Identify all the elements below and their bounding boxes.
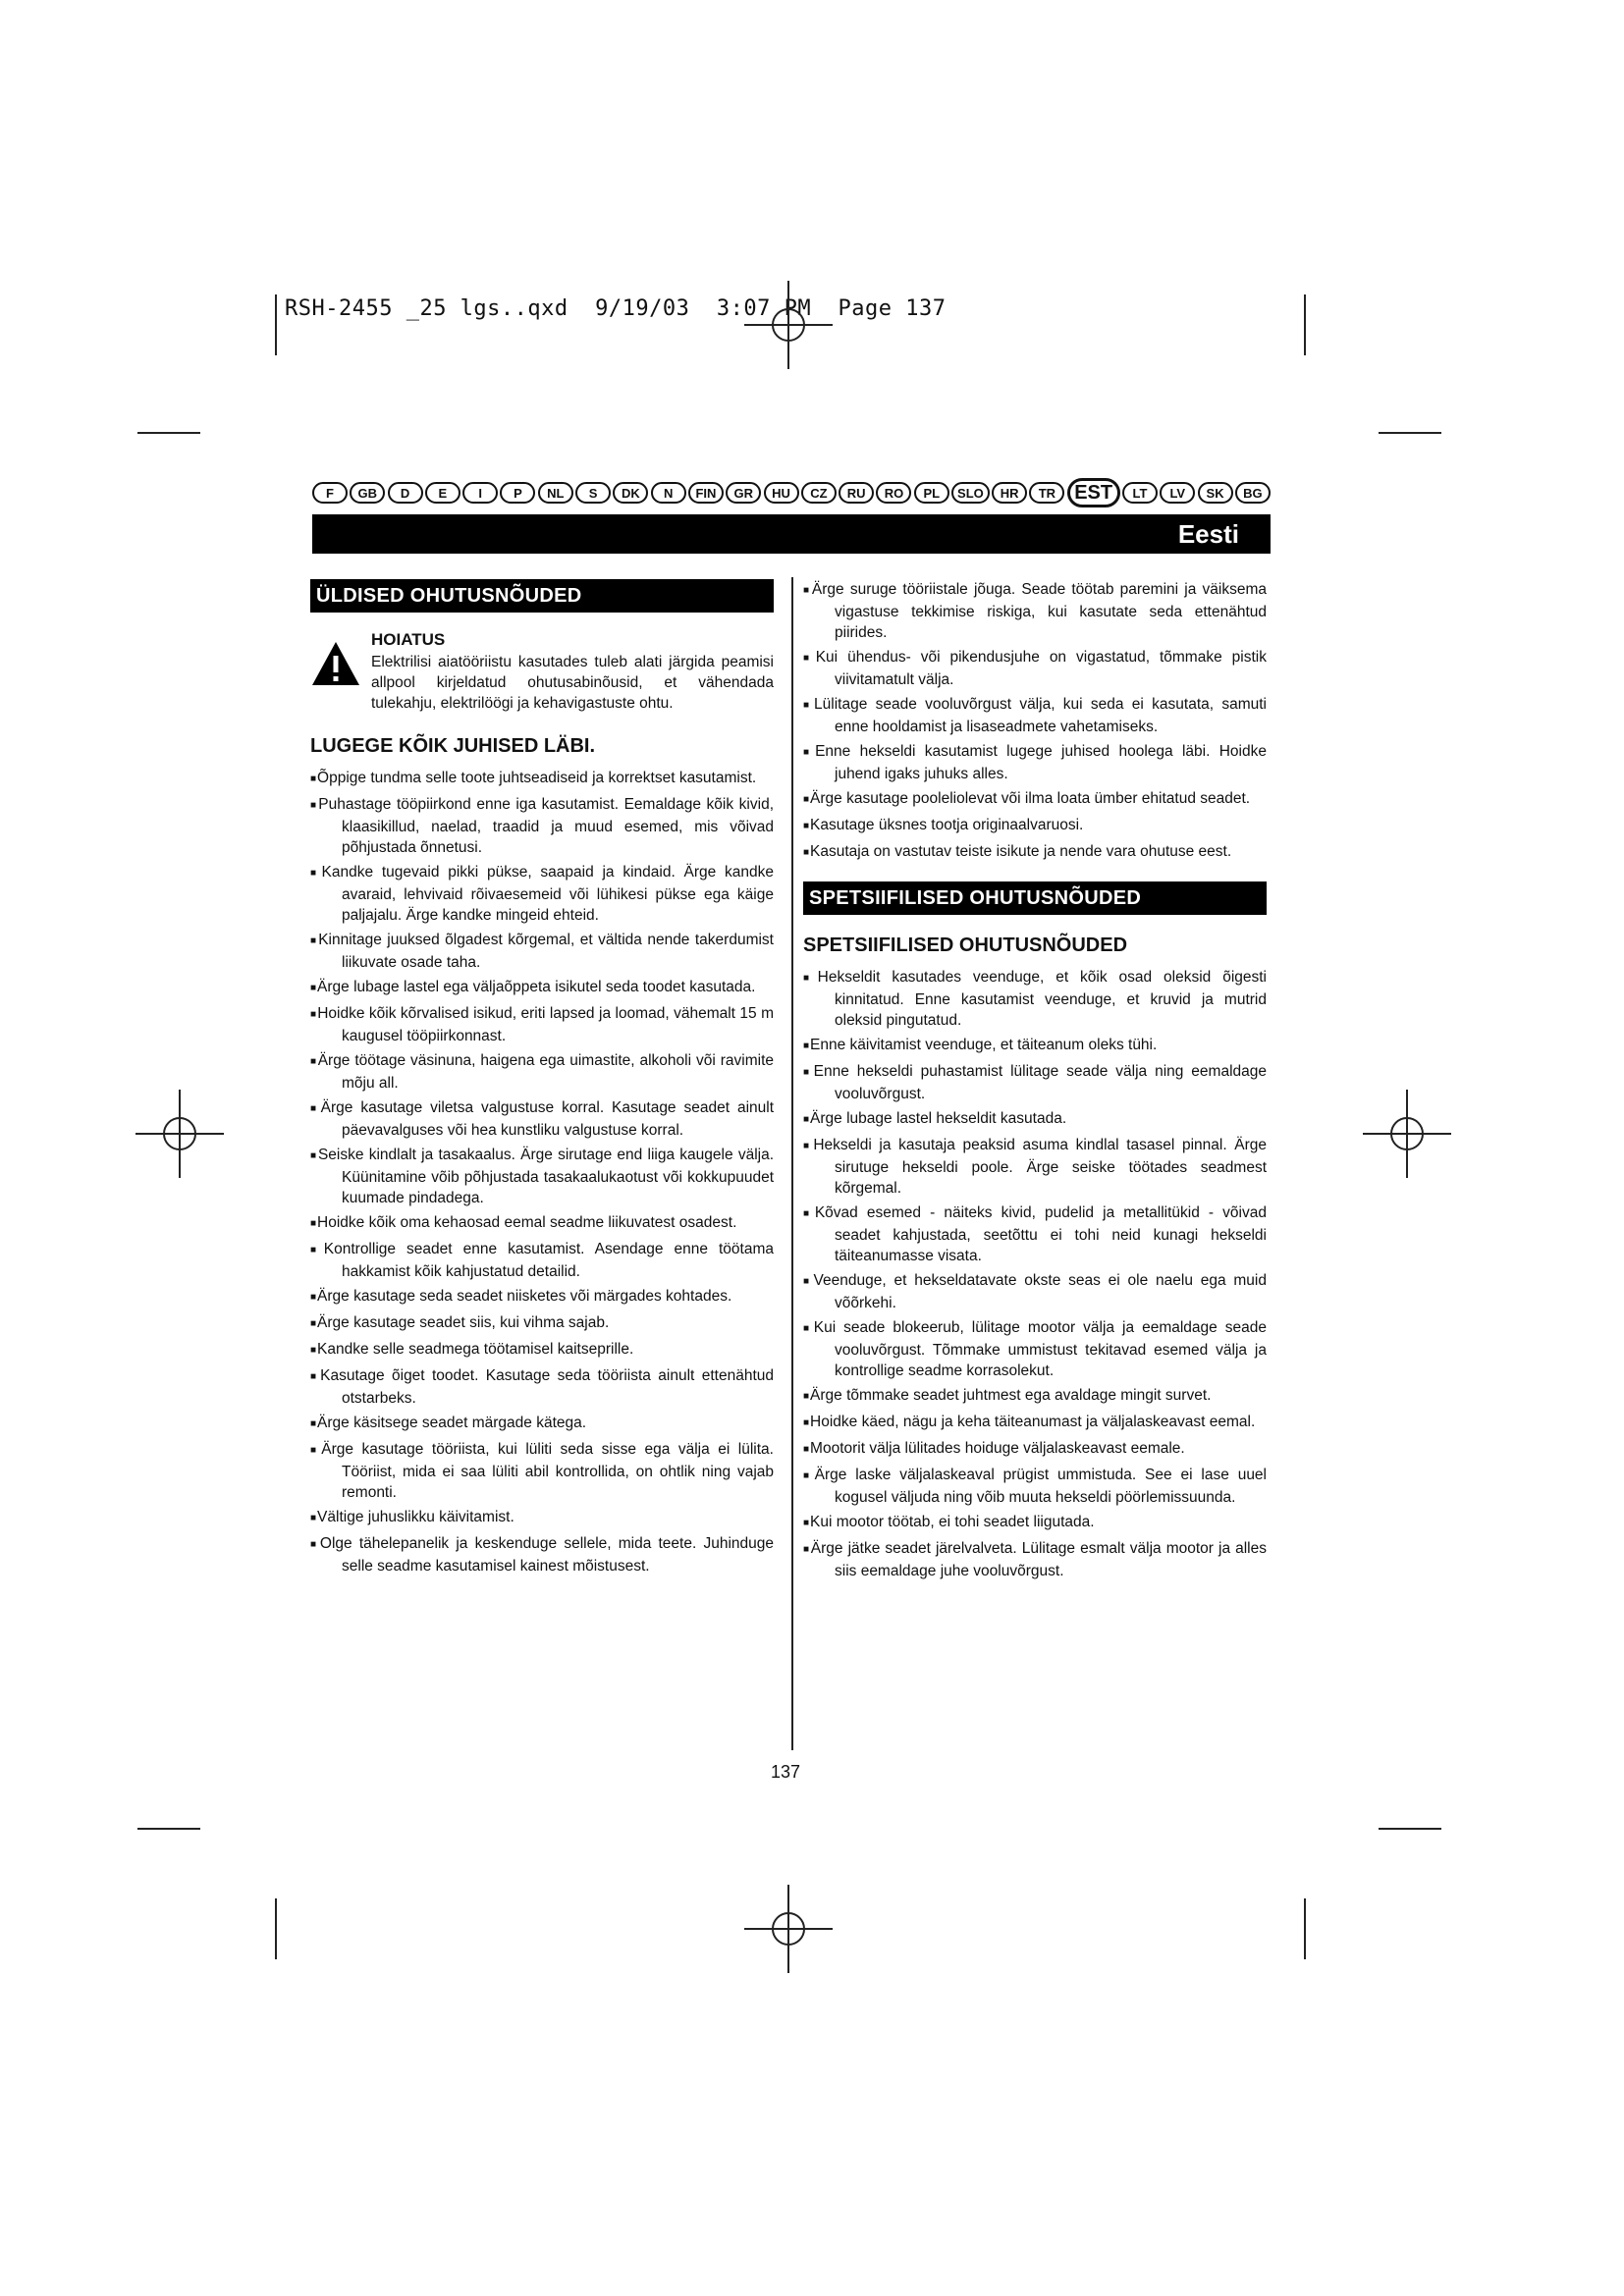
registration-crosshair-icon: [744, 281, 833, 369]
language-tab-tr: TR: [1029, 482, 1064, 504]
list-item: ■ Veenduge, et hekseldatavate okste seas ei ole naelu ega muid võõrkehi.: [803, 1270, 1267, 1313]
list-item: ■ Hekseldi ja kasutaja peaksid asuma kindlal tasasel pinnal. Ärge sirutuge hekseldi poole. Ärge seiske töötades seadmest kõrgemal.: [803, 1135, 1267, 1199]
language-tab-e: E: [425, 482, 460, 504]
warning-box: [310, 630, 774, 714]
general-safety-list: [310, 768, 774, 1576]
list-item: ■ Puhastage tööpiirkond enne iga kasutamist. Eemaldage kõik kivid, klaasikillud, naelad, traadid ja muud esemed, mis võivad põhjustada õnnetusi.: [310, 794, 774, 858]
language-tab-slo: SLO: [951, 482, 990, 504]
warning-title: HOIATUS: [371, 630, 446, 649]
list-item: ■ Kui mootor töötab, ei tohi seadet liigutada.: [803, 1512, 1267, 1534]
crop-mark: [1304, 1898, 1306, 1959]
list-item: ■ Ärge lubage lastel hekseldit kasutada.: [803, 1108, 1267, 1131]
registration-crosshair-icon: [135, 1090, 224, 1178]
page-title: Eesti: [312, 514, 1271, 554]
section-title-specific-safety: SPETSIIFILISED OHUTUSNÕUDED: [803, 881, 1267, 915]
list-item: ■ Mootorit välja lülitades hoiduge väljalaskeavast eemale.: [803, 1438, 1267, 1461]
language-tabs: [312, 478, 1271, 507]
crop-mark: [275, 1898, 277, 1959]
list-item: ■ Olge tähelepanelik ja keskenduge sellele, mida teete. Juhinduge selle seadme kasutamisel kainest mõistusest.: [310, 1533, 774, 1576]
list-item: ■ Ärge suruge tööriistale jõuga. Seade töötab paremini ja väiksema vigastuse tekkimise riskiga, kui kasutate seda ettenähtud piirides.: [803, 579, 1267, 643]
list-item: ■ Hekseldit kasutades veenduge, et kõik osad oleksid õigesti kinnitatud. Enne kasutamist veenduge, et kruvid ja mutrid oleksid pingutatud.: [803, 967, 1267, 1031]
crop-mark: [275, 294, 277, 355]
crop-mark: [137, 432, 200, 434]
crop-mark: [1379, 432, 1441, 434]
list-item: ■ Kui seade blokeerub, lülitage mootor välja ja eemaldage seade vooluvõrgust. Tõmmake ummistust tekitavad esemed välja ja kontrollige seadme korrasolekut.: [803, 1317, 1267, 1381]
list-item: ■ Kasutaja on vastutav teiste isikute ja nende vara ohutuse eest.: [803, 841, 1267, 864]
language-tab-lt: LT: [1122, 482, 1158, 504]
list-item: ■ Õppige tundma selle toote juhtseadiseid ja korrektset kasutamist.: [310, 768, 774, 790]
page-number: 137: [771, 1762, 801, 1782]
language-tab-gr: GR: [726, 482, 761, 504]
list-item: ■ Ärge käsitsege seadet märgade kätega.: [310, 1413, 774, 1435]
language-tab-bg: BG: [1235, 482, 1271, 504]
specific-safety-heading: SPETSIIFILISED OHUTUSNÕUDED: [803, 934, 1128, 956]
language-tab-pl: PL: [914, 482, 949, 504]
list-item: ■ Kasutage õiget toodet. Kasutage seda tööriista ainult ettenähtud otstarbeks.: [310, 1365, 774, 1409]
language-tab-n: N: [651, 482, 686, 504]
list-item: ■ Seiske kindlalt ja tasakaalus. Ärge sirutage end liiga kaugele välja. Küünitamine võib põhjustada tasakaalukaotust või kokkupuudet kuumade pindadega.: [310, 1145, 774, 1208]
list-item: ■ Kontrollige seadet enne kasutamist. Asendage enne töötama hakkamist kõik kahjustatud detailid.: [310, 1239, 774, 1282]
file-slug: RSH-2455 _25 lgs..qxd 9/19/03 3:07 PM Page 137: [285, 296, 947, 321]
crop-mark: [1304, 294, 1306, 355]
section-title-general-safety: ÜLDISED OHUTUSNÕUDED: [310, 579, 774, 613]
crop-mark: [137, 1828, 200, 1830]
language-tab-hu: HU: [764, 482, 799, 504]
language-tab-f: F: [312, 482, 348, 504]
language-tab-ro: RO: [876, 482, 911, 504]
language-tab-est: EST: [1067, 478, 1120, 507]
list-item: ■ Hoidke kõik kõrvalised isikud, eriti lapsed ja loomad, vähemalt 15 m kaugusel tööpiirkonnast.: [310, 1003, 774, 1046]
language-tab-d: D: [388, 482, 423, 504]
specific-safety-list: [803, 967, 1267, 1581]
language-tab-i: I: [462, 482, 498, 504]
language-tab-ru: RU: [839, 482, 874, 504]
language-tab-sk: SK: [1198, 482, 1233, 504]
list-item: ■ Kandke tugevaid pikki pükse, saapaid ja kindaid. Ärge kandke avaraid, lehvivaid rõivaesemeid või lühikesi pükse ega käige paljajalu. Ärge kandke mingeid ehteid.: [310, 862, 774, 926]
language-tab-gb: GB: [350, 482, 385, 504]
list-item: ■ Ärge tõmmake seadet juhtmest ega avaldage mingit survet.: [803, 1385, 1267, 1408]
list-item: ■ Enne hekseldi puhastamist lülitage seade välja ning eemaldage vooluvõrgust.: [803, 1061, 1267, 1104]
list-item: ■ Ärge kasutage tööriista, kui lüliti seda sisse ega välja ei lülita. Tööriist, mida ei saa lüliti abil kontrollida, on ohtlik ning vajab remonti.: [310, 1439, 774, 1503]
list-item: ■ Kui ühendus- või pikendusjuhe on vigastatud, tõmmake pistik viivitamatult välja.: [803, 647, 1267, 690]
warning-triangle-icon: [310, 640, 361, 687]
list-item: ■ Ärge töötage väsinuna, haigena ega uimastite, alkoholi või ravimite mõju all.: [310, 1050, 774, 1094]
language-tab-lv: LV: [1160, 482, 1195, 504]
list-item: ■ Lülitage seade vooluvõrgust välja, kui seda ei kasutata, samuti enne hooldamist ja lisaseadmete vahetamiseks.: [803, 694, 1267, 737]
language-tab-hr: HR: [992, 482, 1027, 504]
language-tab-cz: CZ: [801, 482, 837, 504]
crop-mark: [1379, 1828, 1441, 1830]
language-tab-nl: NL: [538, 482, 573, 504]
right-column: [803, 579, 1267, 1585]
language-tab-s: S: [575, 482, 611, 504]
list-item: ■ Enne käivitamist veenduge, et täiteanum oleks tühi.: [803, 1035, 1267, 1057]
column-divider: [791, 577, 793, 1750]
language-tab-p: P: [500, 482, 535, 504]
list-item: ■ Ärge lubage lastel ega väljaõppeta isikutel seda toodet kasutada.: [310, 977, 774, 999]
language-tab-fin: FIN: [688, 482, 724, 504]
registration-crosshair-icon: [1363, 1090, 1451, 1178]
list-item: ■ Ärge kasutage pooleliolevat või ilma loata ümber ehitatud seadet.: [803, 788, 1267, 811]
list-item: ■ Kandke selle seadmega töötamisel kaitseprille.: [310, 1339, 774, 1362]
list-item: ■ Ärge kasutage seadet siis, kui vihma sajab.: [310, 1312, 774, 1335]
registration-crosshair-icon: [744, 1885, 833, 1973]
list-item: ■ Kinnitage juuksed õlgadest kõrgemal, et vältida nende takerdumist liikuvate osade taha.: [310, 930, 774, 973]
list-item: ■ Ärge jätke seadet järelvalveta. Lülitage esmalt välja mootor ja alles siis eemaldage juhe vooluvõrgust.: [803, 1538, 1267, 1581]
general-safety-list-continued: [803, 579, 1267, 864]
left-column: [310, 579, 774, 1580]
list-item: ■ Enne hekseldi kasutamist lugege juhised hoolega läbi. Hoidke juhend igaks juhuks alles.: [803, 741, 1267, 784]
list-item: ■ Kasutage üksnes tootja originaalvaruosi.: [803, 815, 1267, 837]
list-item: ■ Ärge kasutage viletsa valgustuse korral. Kasutage seadet ainult päevavalguses või hea kunstliku valgustuse korral.: [310, 1097, 774, 1141]
list-item: ■ Ärge laske väljalaskeaval prügist ummistuda. See ei lase uuel kogusel väljuda ning võib muuta hekseldi pöörlemissuunda.: [803, 1465, 1267, 1508]
warning-text: Elektrilisi aiatööriistu kasutades tuleb alati järgida peamisi allpool kirjeldatud ohutusabinõusid, et vähendada tulekahju, elektrilöögi ja kehavigastuste ohtu.: [371, 654, 774, 712]
list-item: ■ Hoidke kõik oma kehaosad eemal seadme liikuvatest osadest.: [310, 1212, 774, 1235]
list-item: ■ Hoidke käed, nägu ja keha täiteanumast ja väljalaskeavast eemal.: [803, 1412, 1267, 1434]
read-instructions-heading: LUGEGE KÕIK JUHISED LÄBI.: [310, 735, 596, 757]
list-item: ■ Kõvad esemed - näiteks kivid, pudelid ja metallitükid - võivad seadet kahjustada, seetõttu ei tohi neid kunagi hekseldi täiteanumasse visata.: [803, 1202, 1267, 1266]
list-item: ■ Ärge kasutage seda seadet niisketes või märgades kohtades.: [310, 1286, 774, 1308]
list-item: ■ Vältige juhuslikku käivitamist.: [310, 1507, 774, 1529]
language-tab-dk: DK: [613, 482, 648, 504]
